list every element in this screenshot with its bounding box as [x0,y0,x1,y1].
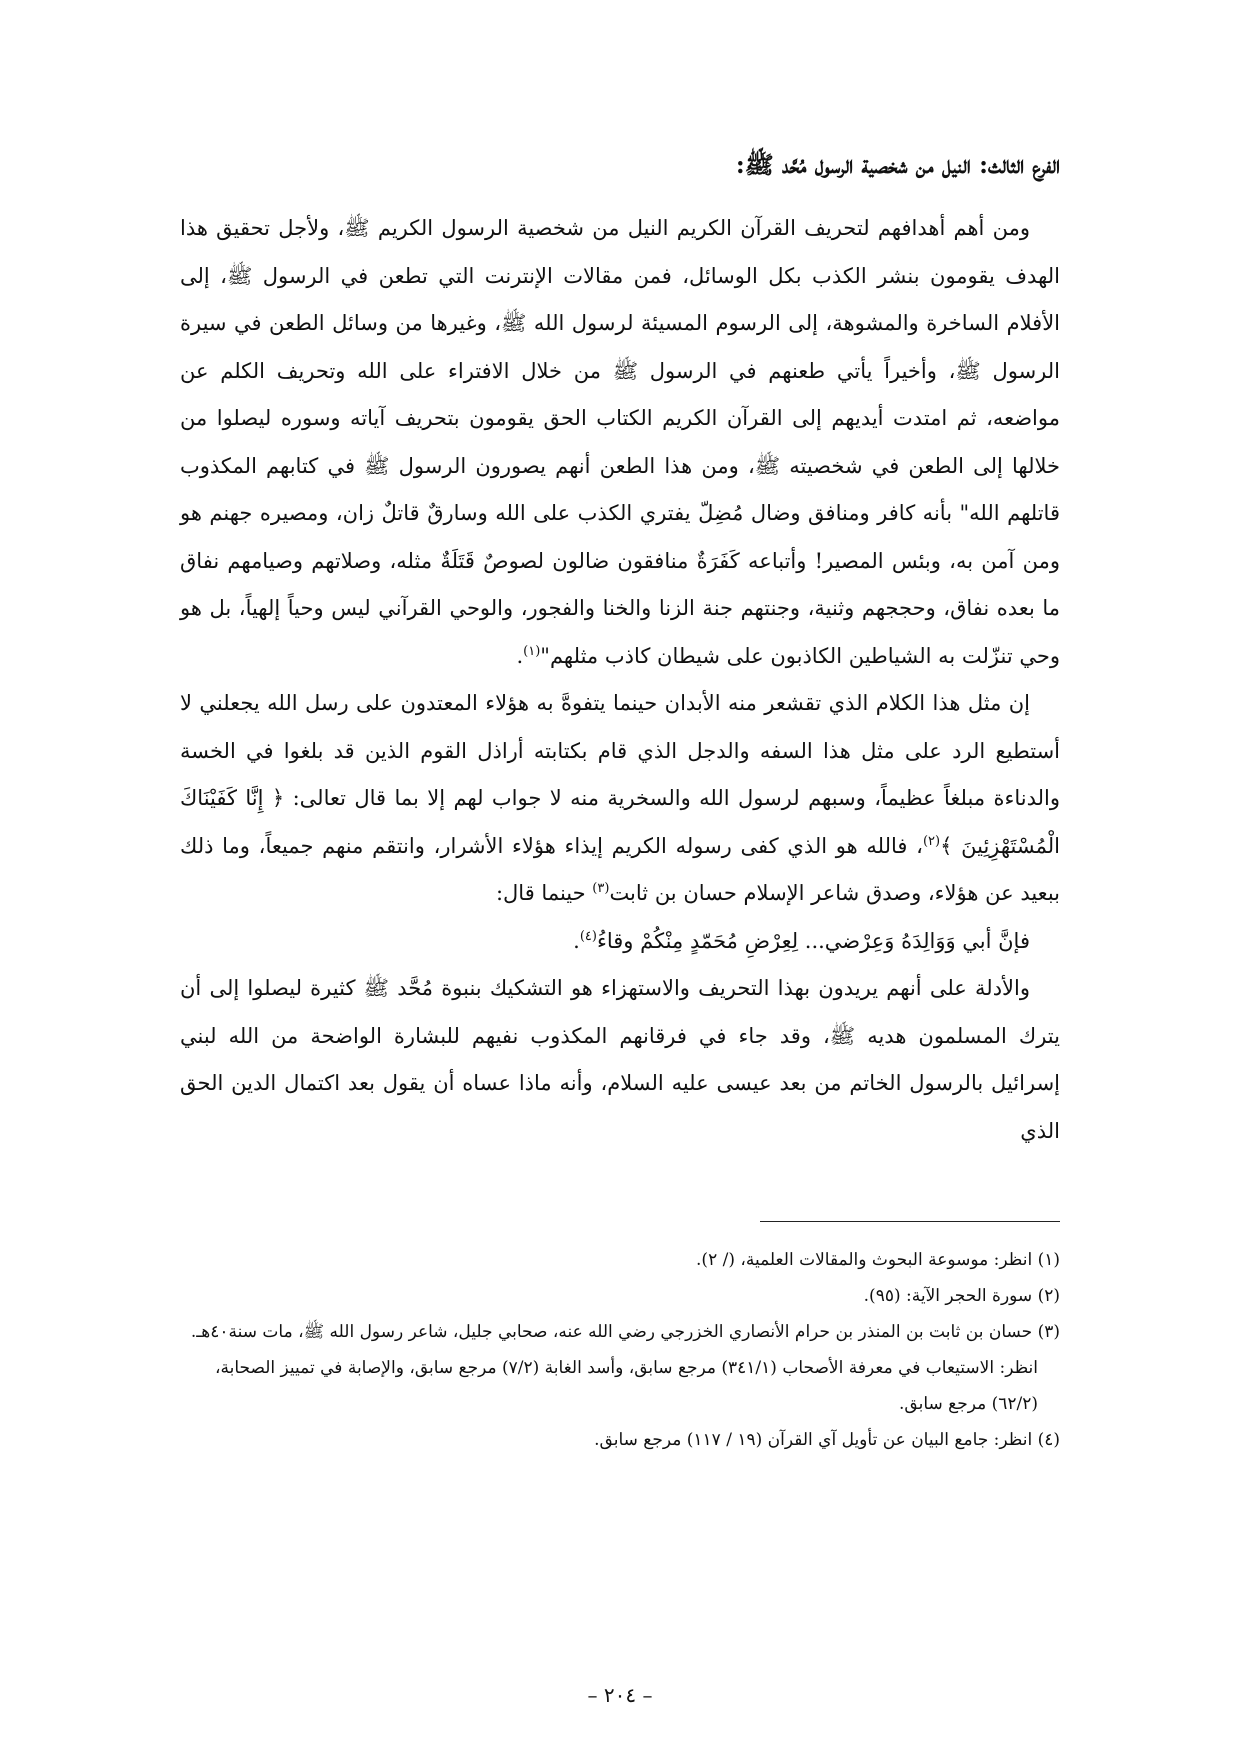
footnotes [180,1242,1060,1458]
footnote-divider [760,1221,1060,1222]
paragraph-1-text: ومن أهم أهدافهم لتحريف القرآن الكريم النيل من شخصية الرسول الكريم ﷺ، ولأجل تحقيق هذا الهدف يقومون بنشر الكذب بكل الوسائل، فمن مقالات الإنترنت التي تطعن في الرسول ﷺ، إلى الأفلام الساخرة والمشوهة، إلى الرسوم المسيئة لرسول الله ﷺ، وغيرها من وسائل الطعن في سيرة الرسول ﷺ، وأخيراً يأتي طعنهم في الرسول ﷺ من خلال الافتراء على الله وتحريف الكلم عن مواضعه، ثم امتدت أيديهم إلى القرآن الكريم الكتاب الحق يقومون بتحريف آياته وسوره ليصلوا من خلالها إلى الطعن في شخصيته ﷺ، ومن هذا الطعن أنهم يصورون الرسول ﷺ في كتابهم المكذوب قاتلهم الله" بأنه كافر ومنافق وضال مُضِلّ يفتري الكذب على الله وسارقٌ قاتلٌ زان، ومصيره جهنم هو ومن آمن به، وبئس المصير! وأتباعه كَفَرَةٌ منافقون ضالون لصوصٌ قَتَلَةٌ مثله، وصلاتهم وصيامهم نفاق ما بعده نفاق، وحججهم وثنية، وجنتهم جنة الزنا والخنا والفجور، والوحي القرآني ليس وحياً إلهياً، بل هو وحي تنزّلت به الشياطين الكاذبون على شيطان كاذب مثلهم" [180,216,1060,668]
footnote-ref-2: (٢) [922,833,941,849]
footnote-ref-4: (٤) [579,928,597,944]
footnote-2: (٢) سورة الحجر الآية: (٩٥). [863,1286,1060,1306]
verse-tail: . [573,928,580,953]
section-title: النيل من شخصية الرسول مُحَّد ﷺ: [735,150,971,179]
paragraph-1 [180,205,1060,680]
page-number: – ٢٠٤ – [587,1683,653,1707]
verse-text: فإنَّ أبي وَوَالِدَهُ وَعِرْضي... لِعِرْضِ مُحَمّدٍ مِنْكُمْ وقاءُ [596,928,1030,953]
footnote-ref-3: (٣) [592,881,610,896]
footnote-4: (٤) انظر: جامع البيان عن تأويل آي القرآن (١٩ / ١١٧) مرجع سابق. [594,1430,1060,1450]
paragraph-2 [180,680,1060,918]
paragraph-4-text: والأدلة على أنهم يريدون بهذا التحريف والاستهزاء هو التشكيك بنبوة مُحَّد ﷺ كثيرة ليصلوا إلى أن يترك المسلمون هديه ﷺ، وقد جاء في فرقانهم المكذوب نفيهم للبشارة الواضحة من الله لبني إسرائيل بالرسول الخاتم من بعد عيسى عليه السلام، وأنه ماذا عساه أن يقول بعد اكتمال الدين الحق الذي [180,976,1060,1143]
footnote-3: (٣) حسان بن ثابت بن المنذر بن حرام الأنصاري الخزرجي رضي الله عنه، صحابي جليل، شاعر رسول الله ﷺ، مات سنة٤٠هـ. [190,1322,1060,1342]
paragraph-2-text-continued: ، فالله هو الذي كفى رسوله الكريم إيذاء هؤلاء الأشرار، وانتقم منهم جميعاً، وما ذلك ببعيد عن هؤلاء، وصدق شاعر الإسلام حسان بن ثابت [180,833,1060,905]
footnote-ref-1: (١) [523,643,541,659]
footnote-1: (١) انظر: موسوعة البحوث والمقالات العلمية، (/ ٢). [696,1250,1060,1270]
poetry-verse [180,918,1060,966]
section-heading [180,150,1060,185]
paragraph-2-tail: حينما قال: [495,881,593,905]
body-text [180,205,1060,1155]
paragraph-2-text: إن مثل هذا الكلام الذي تقشعر منه الأبدان حينما يتفوهَّ به هؤلاء المعتدون على رسل الله يجعلني لا أستطيع الرد على مثل هذا السفه والدجل الذي قام بكتابته أراذل القوم الذين قد بلغوا في الخسة والدناءة مبلغاً عظيماً، وسبهم لرسول الله والسخرية منه لا جواب لهم إلا بما قال تعالى: ﴿ إِنَّا كَفَيْنَاكَ الْمُسْتَهْزِئِينَ ﴾ [180,691,1061,858]
section-label: الفرع الثالث: [979,150,1060,179]
footnote-3-continued: انظر: الاستيعاب في معرفة الأصحاب (٣٤١/١) مرجع سابق، وأسد الغابة (٧/٢) مرجع سابق، والإصابة في تمييز الصحابة، (٦٢/٢) مرجع سابق. [215,1358,1038,1414]
paragraph-1-tail: . [516,643,524,668]
paragraph-4 [180,965,1060,1155]
